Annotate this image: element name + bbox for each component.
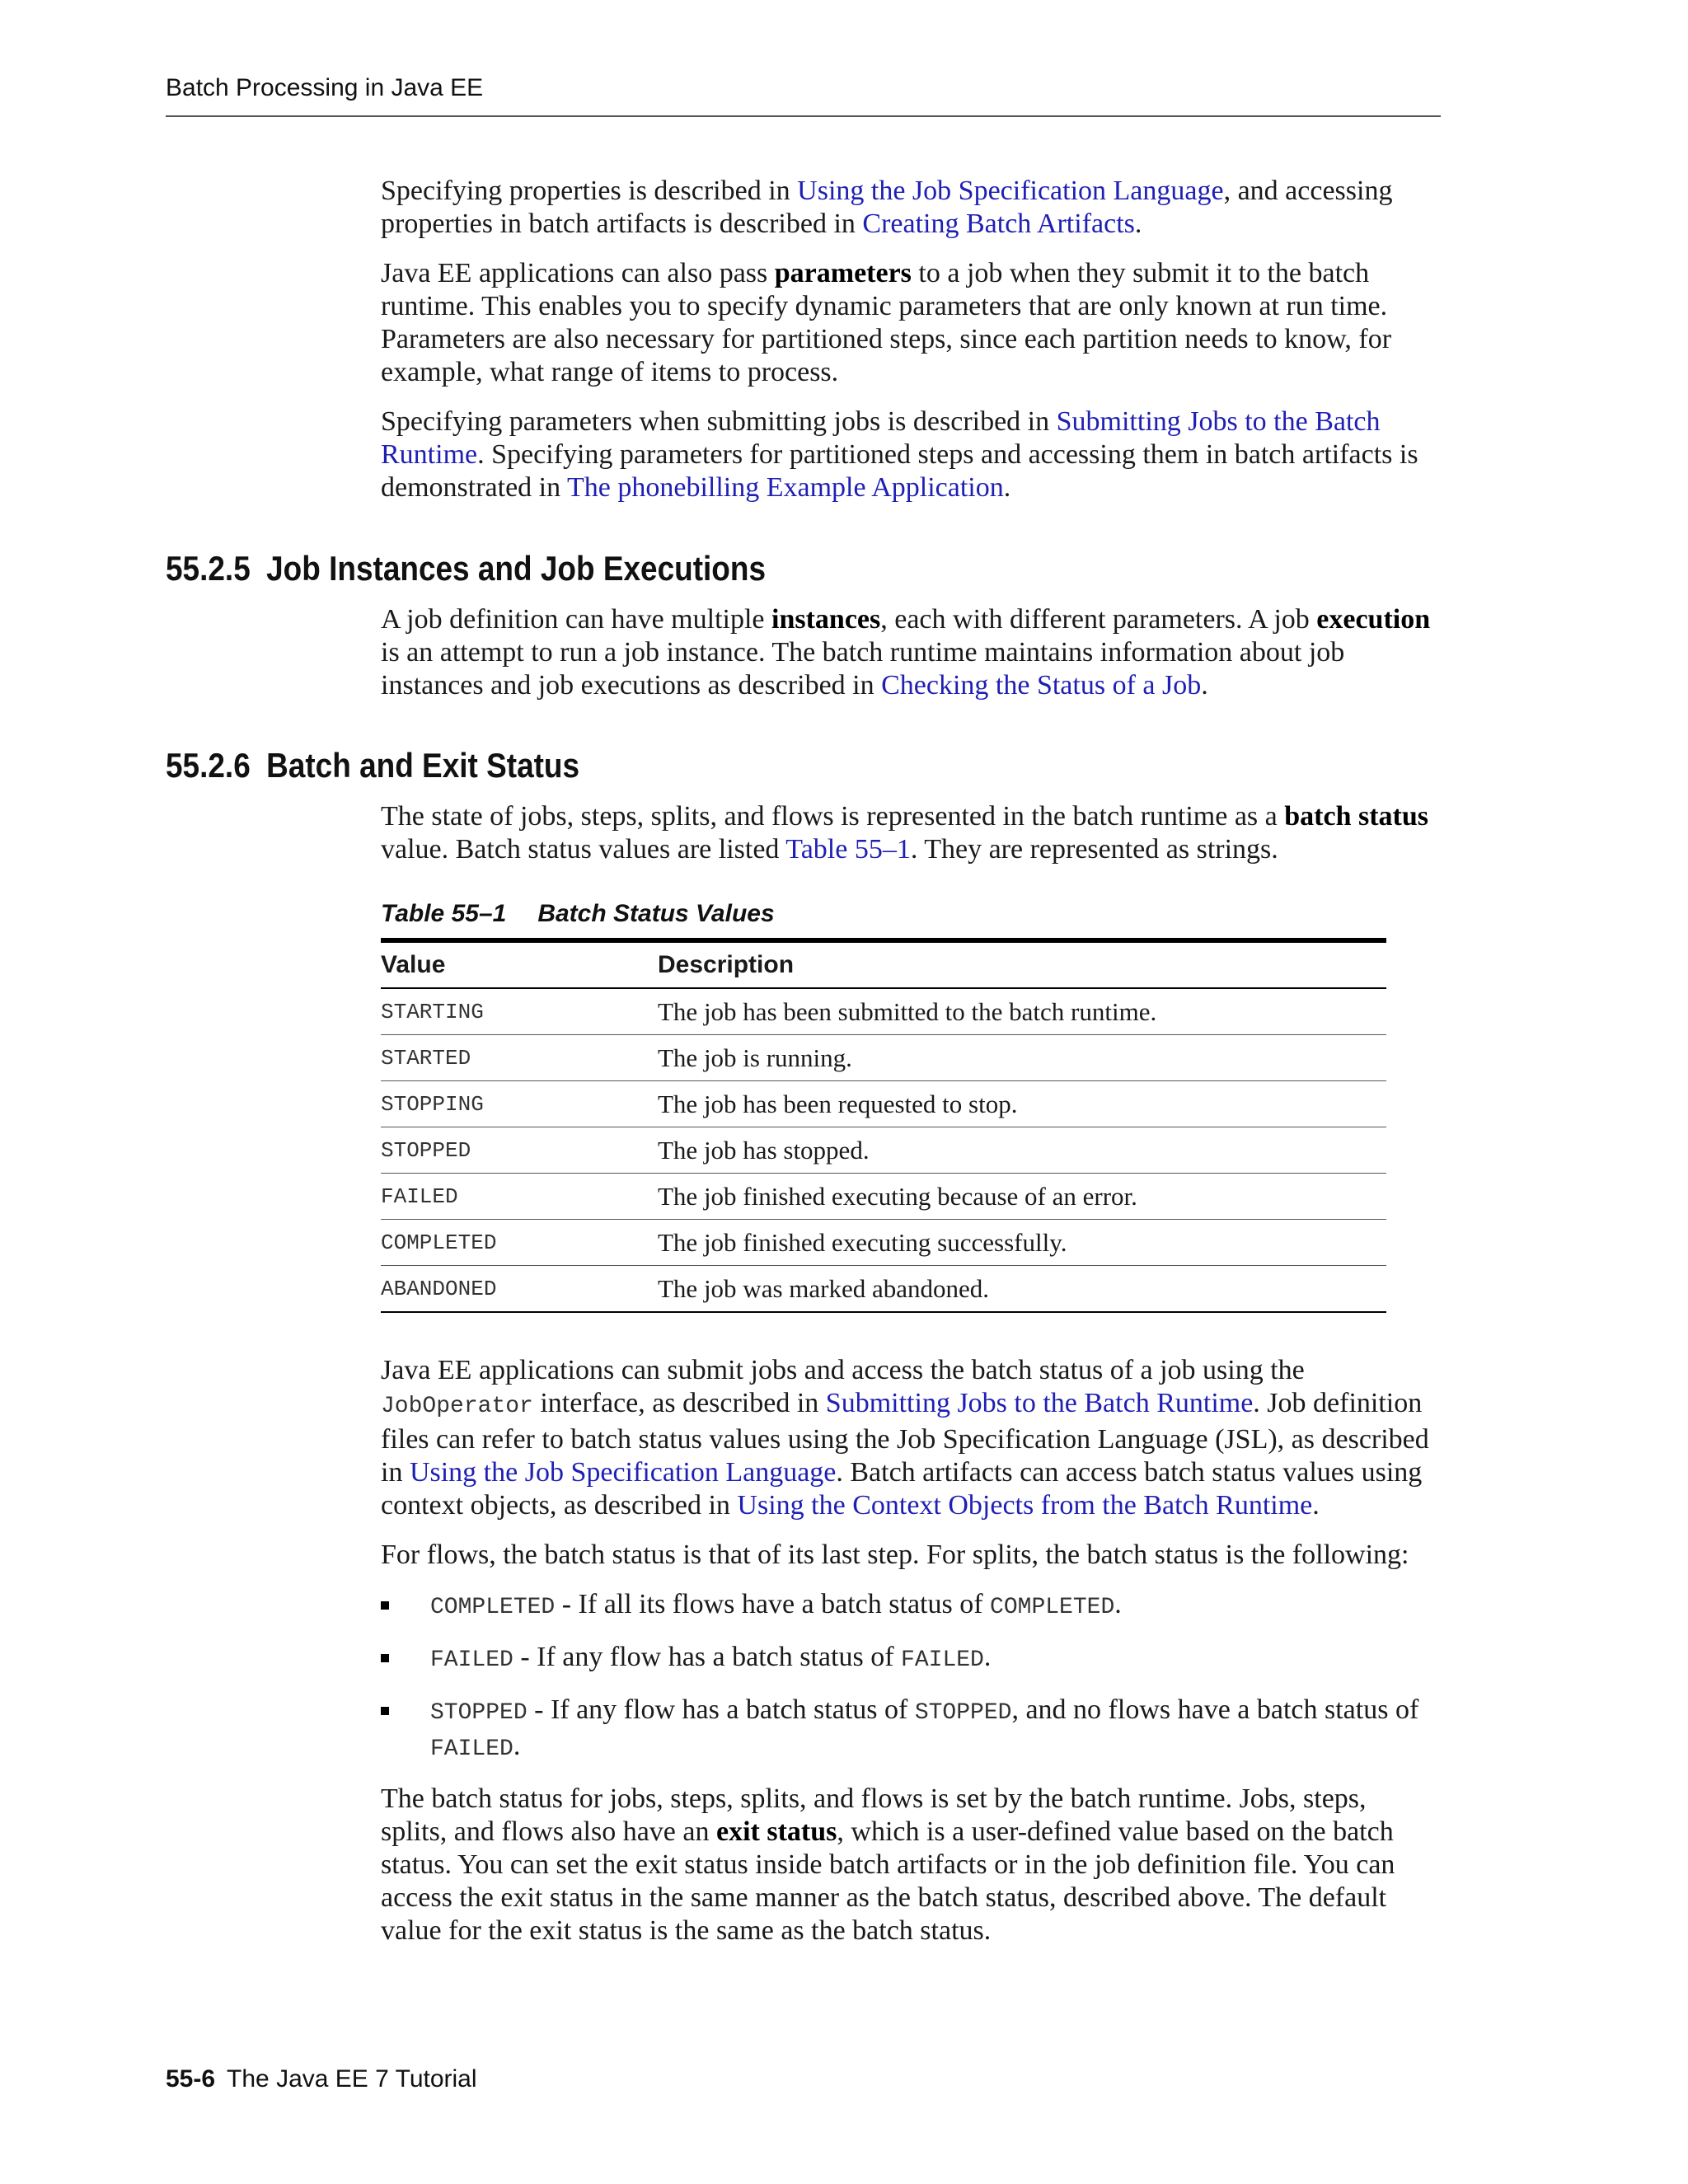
column-header-description: Description xyxy=(658,940,1386,988)
table-header-row xyxy=(381,940,1386,988)
list-item: COMPLETED - If all its flows have a batch status of COMPLETED. xyxy=(381,1588,1436,1624)
list-item: FAILED - If any flow has a batch status of FAILED. xyxy=(381,1641,1436,1677)
book-title: The Java EE 7 Tutorial xyxy=(227,2065,477,2093)
table-row xyxy=(381,1127,1386,1174)
table-row xyxy=(381,1266,1386,1313)
status-description: The job finished executing successfully. xyxy=(658,1220,1386,1266)
paragraph: For flows, the batch status is that of its last step. For splits, the batch status is the following: xyxy=(381,1540,1409,1570)
status-value: FAILED xyxy=(381,1174,658,1220)
link-checking-status[interactable]: Checking the Status of a Job xyxy=(881,670,1202,701)
status-value: STOPPED xyxy=(381,1127,658,1174)
link-using-jsl[interactable]: Using the Job Specification Language xyxy=(797,176,1224,206)
link-creating-batch-artifacts[interactable]: Creating Batch Artifacts xyxy=(862,209,1135,239)
status-value: STOPPING xyxy=(381,1081,658,1127)
list-item: STOPPED - If any flow has a batch status of STOPPED, and no flows have a batch status of FAILED. xyxy=(381,1694,1436,1766)
link-phonebilling-example[interactable]: The phonebilling Example Application xyxy=(567,472,1004,503)
table-row xyxy=(381,1035,1386,1081)
paragraph: Specifying parameters when submitting jobs is described in Submitting Jobs to the Batch Runtime. Specifying parameters for partitioned steps and accessing them in batch artifacts is demonstrated in The phonebilling Example Application. xyxy=(381,406,1418,503)
paragraph: Specifying properties is described in Using the Job Specification Language, and accessing properties in batch artifacts is described in Creating Batch Artifacts. xyxy=(381,176,1393,239)
status-value: STARTING xyxy=(381,988,658,1035)
section-55-2-5-body xyxy=(381,603,1436,719)
page-number: 55-6 xyxy=(166,2065,216,2093)
bullet-square-icon xyxy=(381,1654,389,1662)
batch-status-table xyxy=(381,938,1386,1313)
status-value: COMPLETED xyxy=(381,1220,658,1266)
status-description: The job has been requested to stop. xyxy=(658,1081,1386,1127)
status-value: ABANDONED xyxy=(381,1266,658,1313)
bullet-square-icon xyxy=(381,1707,389,1715)
header-rule xyxy=(166,115,1441,117)
link-submitting-jobs[interactable]: Submitting Jobs to the Batch Runtime xyxy=(825,1388,1254,1418)
intro-section xyxy=(381,175,1436,521)
table-row xyxy=(381,1081,1386,1127)
table-row xyxy=(381,1174,1386,1220)
status-value: STARTED xyxy=(381,1035,658,1081)
status-description: The job is running. xyxy=(658,1035,1386,1081)
status-description: The job has been submitted to the batch runtime. xyxy=(658,988,1386,1035)
table-row xyxy=(381,1220,1386,1266)
bullet-square-icon xyxy=(381,1601,389,1610)
table-row xyxy=(381,988,1386,1035)
bullet-list xyxy=(381,1588,1436,1766)
link-context-objects[interactable]: Using the Context Objects from the Batch Runtime xyxy=(737,1490,1313,1521)
column-header-value: Value xyxy=(381,940,658,988)
link-table-55-1[interactable]: Table 55–1 xyxy=(785,834,911,865)
paragraph: Java EE applications can submit jobs and access the batch status of a job using the JobOperator interface, as described in Submitting Jobs to the Batch Runtime. Job definition files can refer to batch status values using the Job Specification Language (JSL), as described in Using the Job Specification Language. Batch artifacts can access batch status values using context objects, as described in Using the Context Objects from the Batch Runtime. xyxy=(381,1355,1429,1521)
paragraph: Java EE applications can also pass parameters to a job when they submit it to the batch runtime. This enables you to specify dynamic parameters that are only known at run time. Parameters are also necessary for partitioned steps, since each partition needs to know, for example, what range of items to process. xyxy=(381,258,1392,387)
section-55-2-6-body xyxy=(381,1354,1436,1964)
paragraph: The batch status for jobs, steps, splits, and flows is set by the batch runtime. Jobs, steps, splits, and flows also have an exit status, which is a user-defined value based on the batch status. You can set the exit status inside batch artifacts or in the job definition file. You can access the exit status in the same manner as the batch status, described above. The default value for the exit status is the same as the batch status. xyxy=(381,1783,1395,1946)
paragraph: A job definition can have multiple instances, each with different parameters. A job execution is an attempt to run a job instance. The batch runtime maintains information about job instances and job executions as described in Checking the Status of a Job. xyxy=(381,604,1431,701)
section-heading-55-2-6: 55.2.6 Batch and Exit Status xyxy=(166,746,580,785)
section-heading-55-2-5: 55.2.5 Job Instances and Job Executions xyxy=(166,549,767,588)
status-description: The job was marked abandoned. xyxy=(658,1266,1386,1313)
table-caption: Table 55–1 Batch Status Values xyxy=(381,900,775,927)
paragraph: The state of jobs, steps, splits, and flows is represented in the batch runtime as a batch status value. Batch status values are listed Table 55–1. They are represented as strings. xyxy=(381,801,1429,865)
page-footer xyxy=(166,2065,477,2093)
running-header: Batch Processing in Java EE xyxy=(166,74,484,101)
status-description: The job finished executing because of an error. xyxy=(658,1174,1386,1220)
link-submitting-jobs[interactable]: Submitting Jobs to the Batch Runtime xyxy=(381,406,1381,470)
section-55-2-6-intro xyxy=(381,800,1436,883)
status-description: The job has stopped. xyxy=(658,1127,1386,1174)
link-using-jsl[interactable]: Using the Job Specification Language xyxy=(409,1457,837,1488)
